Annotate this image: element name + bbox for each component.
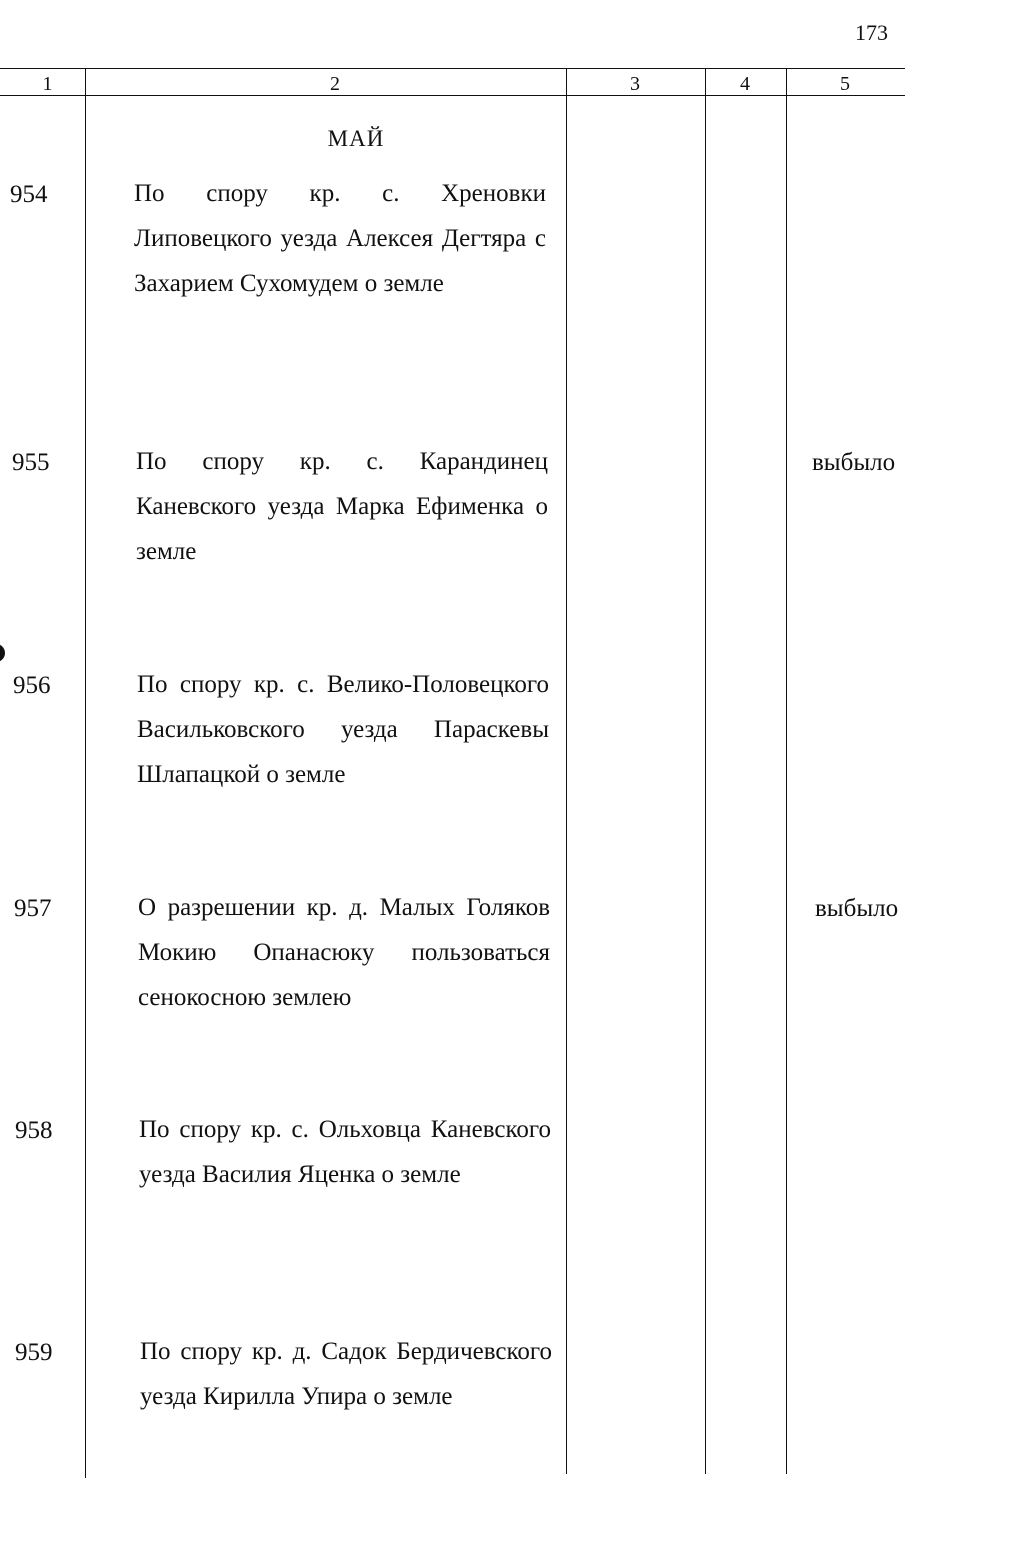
- column-divider-4: [786, 68, 787, 1474]
- entry-description: По спору кр. с. Ольховца Каневского уезда Василия Яценка о земле: [139, 1116, 551, 1188]
- entry-number: 959: [15, 1339, 53, 1366]
- table-top-rule: [0, 68, 905, 69]
- entry-number: 957: [14, 895, 52, 922]
- entry-description: По спору кр. д. Садок Бердичевского уезда Кирилла Упира о земле: [140, 1338, 552, 1410]
- column-header-1: 1: [42, 73, 53, 95]
- column-divider-3: [705, 68, 706, 1474]
- entry-number: 958: [15, 1117, 53, 1144]
- margin-mark: [0, 644, 5, 662]
- entry-note: выбыло: [812, 449, 896, 476]
- section-title: МАЙ: [327, 126, 385, 151]
- entry-description: По спору кр. с. Велико-Половецкого Васильковского уезда Параскевы Шлапацкой о земле: [137, 671, 549, 788]
- page-number: 173: [855, 20, 888, 45]
- column-header-4: 4: [740, 73, 750, 95]
- column-divider-2: [566, 68, 567, 1474]
- entry-description: По спору кр. с. Карандинец Каневского уезда Марка Ефименка о земле: [136, 448, 548, 565]
- entry-number: 955: [12, 449, 50, 476]
- entry-number: 954: [10, 181, 48, 208]
- column-divider-1: [85, 68, 86, 1478]
- column-header-2: 2: [330, 73, 340, 95]
- entry-description: О разрешении кр. д. Малых Голяков Мокию Опанасюку пользоваться сенокосною землею: [138, 894, 550, 1011]
- column-header-3: 3: [630, 73, 640, 95]
- entry-number: 956: [13, 672, 51, 699]
- entry-note: выбыло: [815, 895, 899, 922]
- entry-description: По спору кр. с. Хреновки Липовецкого уезда Алексея Дегтяра с Захарием Сухомудем о земле: [134, 180, 546, 297]
- column-header-5: 5: [840, 73, 850, 95]
